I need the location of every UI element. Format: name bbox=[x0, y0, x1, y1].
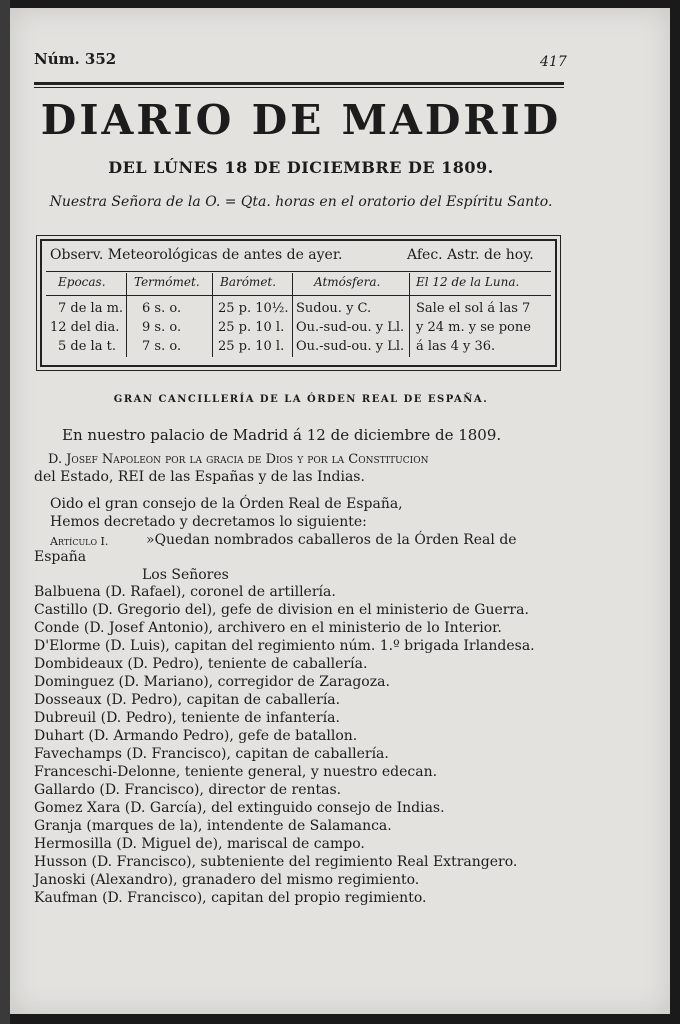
list-item: Favechamps (D. Francisco), capitan de caballería. bbox=[34, 746, 389, 762]
cell-atmosfera: Ou.-sud-ou. y Ll. bbox=[296, 339, 405, 354]
decree-line-2: del Estado, REI de las Españas y de las Indias. bbox=[34, 469, 365, 485]
list-item: Janoski (Alexandro), granadero del mismo regimiento. bbox=[34, 872, 420, 888]
cell-termometro: 7 s. o. bbox=[142, 339, 182, 354]
place-date: En nuestro palacio de Madrid á 12 de diciembre de 1809. bbox=[62, 426, 502, 444]
los-senores: Los Señores bbox=[142, 567, 229, 583]
list-item: D'Elorme (D. Luis), capitan del regimiento núm. 1.º brigada Irlandesa. bbox=[34, 638, 535, 654]
list-item: Castillo (D. Gregorio del), gefe de division en el ministerio de Guerra. bbox=[34, 602, 529, 618]
cell-luna: á las 4 y 36. bbox=[416, 339, 496, 354]
cell-epoca: 12 del dia. bbox=[50, 320, 120, 335]
page-number: 417 bbox=[540, 54, 567, 70]
cell-termometro: 6 s. o. bbox=[142, 301, 182, 316]
cell-atmosfera: Ou.-sud-ou. y Ll. bbox=[296, 320, 405, 335]
issue-number: Núm. 352 bbox=[34, 50, 117, 68]
cell-epoca: 7 de la m. bbox=[58, 301, 124, 316]
list-item: Conde (D. Josef Antonio), archivero en el ministerio de lo Interior. bbox=[34, 620, 502, 636]
list-item: Dombideaux (D. Pedro), teniente de caballería. bbox=[34, 656, 368, 672]
col-divider bbox=[409, 273, 410, 357]
cell-epoca: 5 de la t. bbox=[58, 339, 116, 354]
col-divider bbox=[292, 273, 293, 357]
col-header-termometro: Termómet. bbox=[134, 275, 200, 289]
list-item: Dubreuil (D. Pedro), teniente de infantería. bbox=[34, 710, 340, 726]
col-divider bbox=[126, 273, 127, 357]
col-divider bbox=[212, 273, 213, 357]
list-item: Hermosilla (D. Miguel de), mariscal de campo. bbox=[34, 836, 365, 852]
col-header-barometro: Barómet. bbox=[220, 275, 277, 289]
cell-luna: Sale el sol á las 7 bbox=[416, 301, 531, 316]
weather-table bbox=[40, 239, 557, 367]
list-item: Duhart (D. Armando Pedro), gefe de batallon. bbox=[34, 728, 358, 744]
title-rule-thin bbox=[34, 87, 564, 88]
list-item: Gallardo (D. Francisco), director de rentas. bbox=[34, 782, 342, 798]
list-item: Kaufman (D. Francisco), capitan del propio regimiento. bbox=[34, 890, 427, 906]
articulo-label: Artículo I. bbox=[50, 535, 109, 548]
weather-rule-header bbox=[46, 295, 551, 296]
decree-line-1: D. Josef Napoleon por la gracia de Dios y por la Constitucion bbox=[48, 452, 429, 467]
scan-left-edge bbox=[0, 0, 10, 1024]
cell-barometro: 25 p. 10 l. bbox=[218, 320, 285, 335]
astro-title: Afec. Astr. de hoy. bbox=[407, 247, 534, 263]
cell-atmosfera: Sudou. y C. bbox=[296, 301, 372, 316]
list-item: Dominguez (D. Mariano), corregidor de Zaragoza. bbox=[34, 674, 390, 690]
title-rule-thick bbox=[34, 82, 564, 85]
list-item: Dosseaux (D. Pedro), capitan de caballería. bbox=[34, 692, 341, 708]
hemos-line: Hemos decretado y decretamos lo siguiente: bbox=[50, 514, 367, 530]
list-item: Husson (D. Francisco), subteniente del regimiento Real Extrangero. bbox=[34, 854, 518, 870]
list-item: Gomez Xara (D. García), del extinguido consejo de Indias. bbox=[34, 800, 445, 816]
col-header-luna: El 12 de la Luna. bbox=[416, 275, 520, 289]
cell-luna: y 24 m. y se pone bbox=[416, 320, 531, 335]
articulo-text: »Quedan nombrados caballeros de la Órden Real de bbox=[146, 532, 517, 548]
col-header-epocas: Epocas. bbox=[58, 275, 106, 289]
list-item: Balbuena (D. Rafael), coronel de artillería. bbox=[34, 584, 336, 600]
saint-of-day: Nuestra Señora de la O. = Qta. horas en el oratorio del Espíritu Santo. bbox=[49, 194, 553, 210]
list-item: Granja (marques de la), intendente de Salamanca. bbox=[34, 818, 392, 834]
weather-title: Observ. Meteorológicas de antes de ayer. bbox=[50, 247, 343, 263]
dateline: DEL LÚNES 18 DE DICIEMBRE DE 1809. bbox=[108, 158, 494, 177]
articulo-text-2: España bbox=[34, 549, 87, 565]
weather-rule-top bbox=[46, 271, 551, 272]
newspaper-page bbox=[10, 8, 670, 1014]
oido-line: Oido el gran consejo de la Órden Real de España, bbox=[50, 496, 403, 512]
cell-barometro: 25 p. 10½. bbox=[218, 301, 289, 316]
cell-termometro: 9 s. o. bbox=[142, 320, 182, 335]
section-heading: GRAN CANCILLERÍA DE LA ÓRDEN REAL DE ESPAÑA. bbox=[113, 394, 489, 405]
list-item: Franceschi-Delonne, teniente general, y nuestro edecan. bbox=[34, 764, 438, 780]
cell-barometro: 25 p. 10 l. bbox=[218, 339, 285, 354]
col-header-atmosfera: Atmósfera. bbox=[314, 275, 381, 289]
newspaper-title: DIARIO DE MADRID bbox=[40, 96, 562, 144]
